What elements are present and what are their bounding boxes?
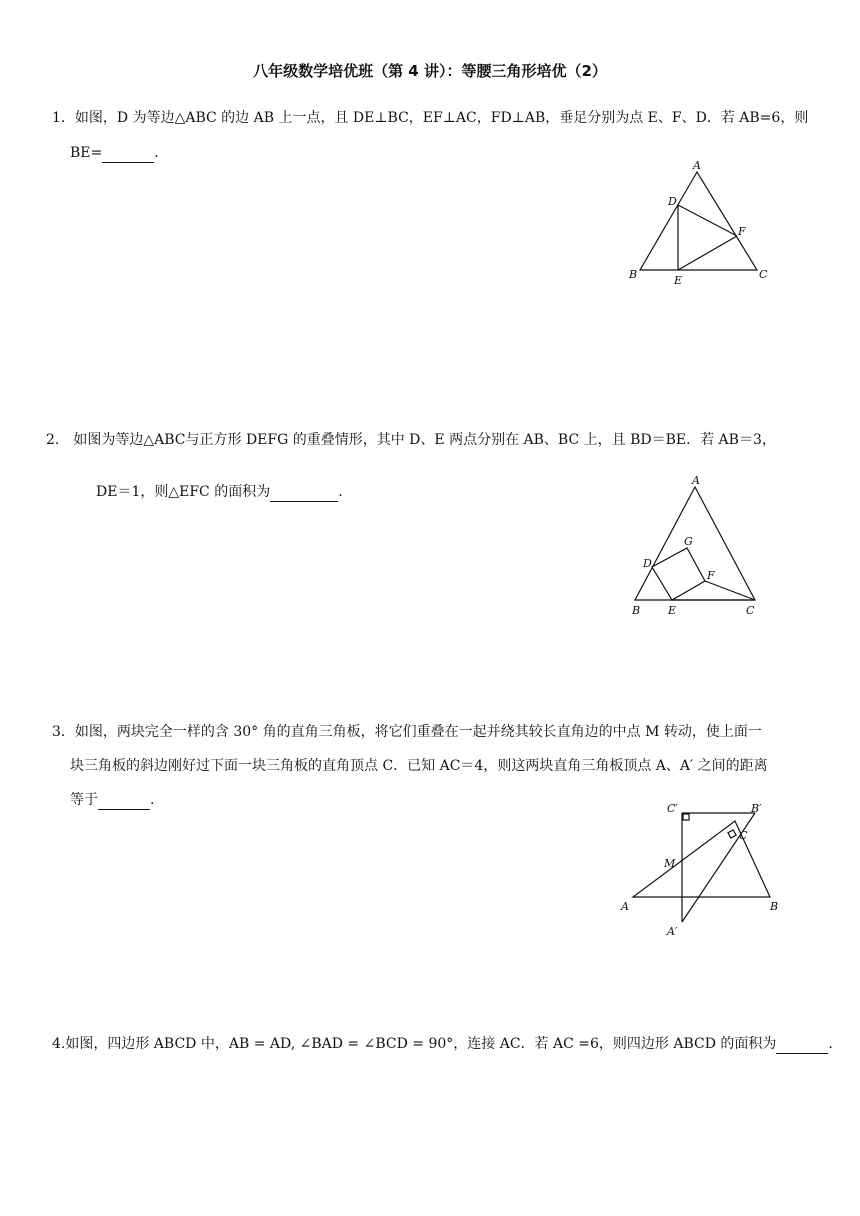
- answer-blank[interactable]: [270, 485, 338, 502]
- right-angle-mark: [683, 814, 689, 820]
- question-text: .: [154, 145, 159, 161]
- answer-blank[interactable]: [102, 146, 154, 163]
- triangle-abc: [640, 172, 757, 270]
- label-a: A: [621, 900, 629, 913]
- answer-blank[interactable]: [98, 793, 150, 810]
- label-c: C: [739, 829, 748, 842]
- question-text: 如图，D 为等边△ABC 的边 AB 上一点，且 DE⊥BC，EF⊥AC，FD⊥AB，垂足分别为点 E、F、D．若 AB=6，则: [74, 110, 809, 126]
- label-c: C: [759, 268, 768, 281]
- question-number: 1．: [52, 110, 75, 126]
- label-b: B: [770, 900, 779, 913]
- question-number: 4.: [52, 1036, 66, 1052]
- label-e: E: [668, 604, 677, 617]
- segment-fc: [705, 581, 755, 600]
- page-title: 八年级数学培优班（第 4 讲）：等腰三角形培优（2）: [253, 62, 607, 80]
- question-text: 如图，四边形 ABCD 中，AB = AD, ∠BAD = ∠BCD = 90°，连接 AC．若 AC =6，则四边形 ABCD 的面积为: [65, 1036, 777, 1052]
- label-a1: A′: [667, 925, 678, 938]
- segment-fd: [678, 205, 737, 236]
- label-b: B: [629, 268, 638, 281]
- question-number: 2.: [46, 432, 60, 448]
- figure-3: [615, 795, 790, 945]
- segment-ef: [678, 236, 737, 270]
- label-f: F: [738, 225, 746, 238]
- figure-1: [620, 160, 780, 290]
- question-text: 块三角板的斜边刚好过下面一块三角板的直角顶点 C．已知 AC＝4，则这两块直角三角板顶点 A、A′ 之间的距离: [70, 758, 768, 774]
- figure-2: [625, 475, 775, 625]
- label-e: E: [674, 274, 683, 287]
- question-text: 如图为等边△ABC与正方形 DEFG 的重叠情形，其中 D、E 两点分别在 AB、BC 上，且 BD＝BE．若 AB＝3，: [73, 432, 776, 448]
- label-a: A: [693, 159, 701, 172]
- right-angle-mark: [728, 830, 736, 838]
- label-g: G: [684, 535, 693, 548]
- question-text: .: [150, 792, 155, 808]
- square-defg: [652, 548, 705, 600]
- question-text: DE＝1，则△EFC 的面积为: [96, 484, 271, 500]
- label-c: C: [746, 604, 755, 617]
- label-b: B: [632, 604, 641, 617]
- question-text: 如图，两块完全一样的含 30° 角的直角三角板，将它们重叠在一起并绕其较长直角边的中点 M 转动，使上面一: [74, 724, 762, 740]
- label-d: D: [643, 557, 652, 570]
- label-d: D: [668, 195, 677, 208]
- label-a: A: [692, 474, 700, 487]
- label-b1: B′: [751, 802, 762, 815]
- triangle-abc: [633, 821, 770, 897]
- question-text: .: [338, 484, 343, 500]
- label-m: M: [664, 857, 676, 870]
- question-text: BE=: [70, 145, 103, 161]
- question-number: 3．: [52, 724, 75, 740]
- triangle-abc: [635, 487, 755, 600]
- label-c1: C′: [667, 802, 678, 815]
- question-text: 等于: [70, 792, 98, 808]
- question-text: .: [828, 1036, 833, 1052]
- label-f: F: [707, 569, 715, 582]
- answer-blank[interactable]: [776, 1037, 828, 1054]
